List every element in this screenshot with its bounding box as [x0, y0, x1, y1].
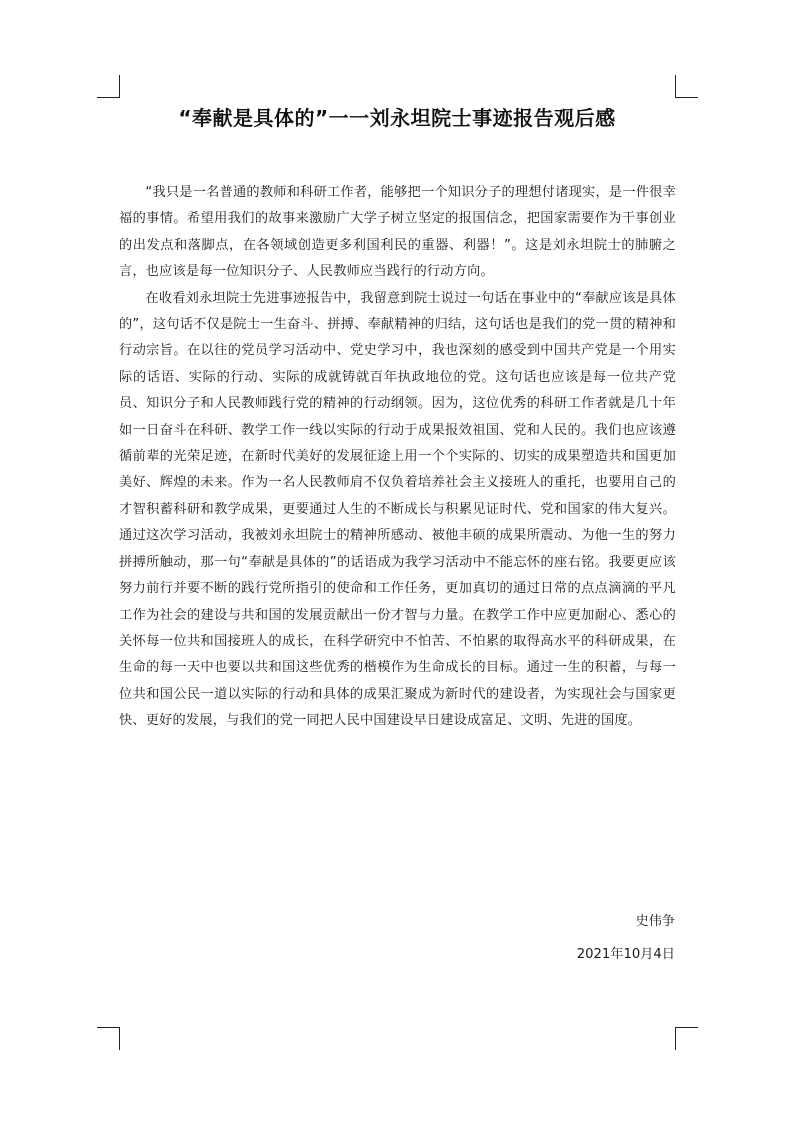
crop-mark-bottom-right: [675, 1027, 698, 1050]
author-signature: 史伟争: [635, 914, 675, 929]
document-body: [119, 180, 676, 735]
body-paragraph-1: “我只是一名普通的教师和科研工作者，能够把一个知识分子的理想付诸现实，是一件很幸福的事情。希望用我们的故事来激励广大学子树立坚定的报国信念，把国家需要作为干事创业的出发点和落脚点，在各领域创造更多利国利民的重器、利器！”。这是刘永坦院士的肺腑之言，也应该是每一位知识分子、人民教师应当践行的行动方向。: [119, 185, 676, 280]
body-paragraph-2: 在收看刘永坦院士先进事迹报告中，我留意到院士说过一句话在事业中的“奉献应该是具体的”，这句话不仅是院士一生奋斗、拼搏、奉献精神的归结，这句话也是我们的党一贯的精神和行动宗旨。在以往的党员学习活动中、党史学习中，我也深刻的感受到中国共产党是一个用实际的话语、实际的行动、实际的成就铸就百年执政地位的党。这句话也应该是每一位共产党员、知识分子和人民教师践行党的精神的行动纲领。因为，这位优秀的科研工作者就是几十年如一日奋斗在科研、教学工作一线以实际的行动于成果报效祖国、党和人民的。我们也应该遵循前辈的光荣足迹，在新时代美好的发展征途上用一个个实际的、切实的成果塑造共和国更加美好、辉煌的未来。作为一名人民教师肩不仅负着培养社会主义接班人的重托，也要用自己的才智积蓄科研和教学成果，更要通过人生的不断成长与积累见证时代、党和国家的伟大复兴。通过这次学习活动，我被刘永坦院士的精神所感动、被他丰硕的成果所震动、为他一生的努力拼搏所触动，那一句“奉献是具体的”的话语成为我学习活动中不能忘怀的座右铭。我要更应该努力前行并要不断的践行党所指引的使命和工作任务，更加真切的通过日常的点点滴滴的平凡工作为社会的建设与共和国的发展贡献出一份才智与力量。在教学工作中应更加耐心、悉心的关怀每一位共和国接班人的成长，在科学研究中不怕苦、不怕累的取得高水平的科研成果，在生命的每一天中也要以共和国这些优秀的楷模作为生命成长的目标。通过一生的积蓄，与每一位共和国公民一道以实际的行动和具体的成果汇聚成为新时代的建设者，为实现社会与国家更快、更好的发展，与我们的党一同把人民中国建设早日建设成富足、文明、先进的国度。: [119, 290, 676, 729]
crop-mark-bottom-left: [97, 1027, 120, 1050]
crop-mark-top-right: [675, 75, 698, 98]
crop-mark-top-left: [97, 75, 120, 98]
document-date: 2021年10月4日: [576, 947, 675, 962]
document-title: “奉献是具体的”一一刘永坦院士事迹报告观后感: [178, 106, 616, 130]
